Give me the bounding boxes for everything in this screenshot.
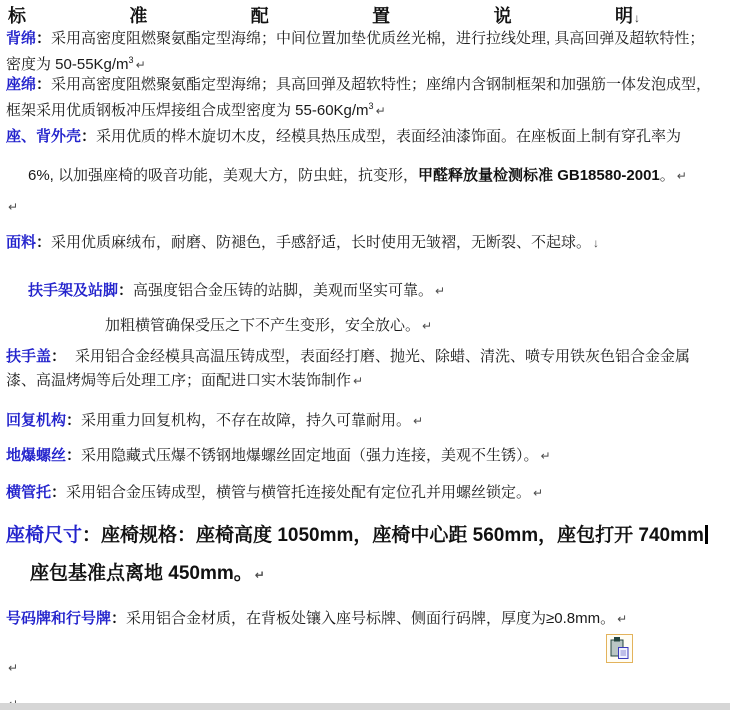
section-text: 采用优质麻绒布，耐磨、防褪色，手感舒适，长时使用无皱褶，无断裂、不起球。 xyxy=(51,234,592,251)
section-label: 座、背外壳 xyxy=(6,128,82,145)
empty-paragraph xyxy=(6,658,18,678)
section-label: 座绵 xyxy=(6,76,37,93)
pilcrow-mark: ↵ xyxy=(413,414,424,428)
paragraph-return-mechanism xyxy=(6,411,423,431)
section-text: 采用重力回复机构，不存在故障，持久可靠耐用。 xyxy=(81,412,412,429)
section-text: 采用优质的桦木旋切木皮，经模具热压成型，表面经油漆饰面。在座板面上制有穿孔率为 xyxy=(96,128,682,145)
section-text: 采用铝合金压铸成型，横管与横管托连接处配有定位孔并用螺丝锁定。 xyxy=(66,484,532,501)
label-colon: ： xyxy=(111,610,127,627)
label-colon: ： xyxy=(66,447,82,464)
paragraph-seat-dimensions-continued xyxy=(30,562,265,587)
bold-lead-text: 座椅规格： xyxy=(101,525,197,546)
pilcrow-mark: ↵ xyxy=(375,104,386,118)
superscript: 3 xyxy=(368,101,374,111)
section-text: 高强度铝合金压铸的站脚，美观而坚实可靠。 xyxy=(133,282,434,299)
paragraph-fabric xyxy=(6,233,599,253)
paragraph-seat-foam-frame xyxy=(6,97,386,121)
section-label: 横管托 xyxy=(6,484,52,501)
title-char: 说 xyxy=(493,6,512,26)
label-colon: ： xyxy=(51,484,67,501)
pilcrow-mark: ↵ xyxy=(435,284,446,298)
empty-paragraph xyxy=(6,197,18,217)
paste-options-clipboard-icon xyxy=(606,634,633,663)
pilcrow-mark: ↵ xyxy=(8,661,19,675)
paragraph-back-foam-density xyxy=(6,51,146,75)
title-char: 置 xyxy=(372,6,391,26)
label-colon: ： xyxy=(81,128,97,145)
paragraph-tube-bracket xyxy=(6,483,543,503)
paste-options-button[interactable] xyxy=(606,634,633,663)
pilcrow-mark: ↵ xyxy=(135,58,146,72)
paragraph-armrest-frame xyxy=(28,281,445,301)
label-colon: ： xyxy=(118,282,134,299)
section-label: 回复机构 xyxy=(6,412,67,429)
paragraph-seat-foam xyxy=(6,75,711,94)
paragraph-seat-dimensions xyxy=(6,524,708,548)
pilcrow-mark: ↵ xyxy=(8,200,19,214)
pilcrow-mark: ↵ xyxy=(533,486,544,500)
paragraph-number-plate xyxy=(6,609,627,629)
page-bottom-edge xyxy=(0,703,730,710)
pilcrow-mark: ↵ xyxy=(617,612,628,626)
paragraph-armrest-cover-continued xyxy=(6,371,363,391)
paragraph-shell xyxy=(6,127,681,146)
document-title xyxy=(8,2,640,28)
section-text: 采用铝合金经模具高温压铸成型，表面经打磨、抛光、除蜡、清洗、喷专用铁灰色铝合金金属 xyxy=(75,348,691,365)
paragraph-crossbar-note xyxy=(105,316,432,336)
pilcrow-mark: ↵ xyxy=(676,169,687,183)
label-colon: ： xyxy=(51,348,67,365)
superscript: 3 xyxy=(128,55,134,65)
text-cursor xyxy=(705,525,708,544)
label-colon: ： xyxy=(66,412,82,429)
section-text: 。 xyxy=(659,167,675,184)
section-text: 采用隐藏式压爆不锈钢地爆螺丝固定地面（强力连接，美观不生锈）。 xyxy=(81,447,539,464)
section-text: 座包基准点离地 450mm。 xyxy=(30,563,253,584)
paragraph-floor-bolt xyxy=(6,446,551,466)
section-text: 6%, 以加强座椅的吸音功能，美观大方，防虫蛀，抗变形， xyxy=(28,167,419,184)
section-text: 座椅高度 1050mm，座椅中心距 560mm，座包打开 740mm xyxy=(196,525,704,546)
paragraph-shell-continued xyxy=(28,166,687,186)
bold-standard-text: 甲醛释放量检测标准 GB18580-2001 xyxy=(418,167,660,184)
line-break-mark: ↓ xyxy=(633,11,640,25)
section-text: 框架采用优质钢板冲压焊接组合成型密度为 55-60Kg/m xyxy=(6,102,369,119)
pilcrow-mark: ↵ xyxy=(422,319,433,333)
section-text: 密度为 50-55Kg/m xyxy=(6,56,129,73)
section-label: 座椅尺寸 xyxy=(6,525,83,546)
title-char: 标 xyxy=(8,6,26,26)
line-break-mark: ↓ xyxy=(593,236,600,250)
section-text: 漆、高温烤焗等后处理工序；面配进口实木装饰制作 xyxy=(6,372,352,389)
section-label: 地爆螺丝 xyxy=(6,447,67,464)
label-colon: ： xyxy=(82,525,102,546)
section-text: 采用高密度阻燃聚氨酯定型海绵；具高回弹及超软特性；座绵内含钢制框架和加强筋一体发泡成型， xyxy=(51,76,712,93)
section-label: 背绵 xyxy=(6,30,37,47)
pilcrow-mark: ↵ xyxy=(540,449,551,463)
pilcrow-mark: ↵ xyxy=(353,374,364,388)
section-text: 加粗横管确保受压之下不产生变形，安全放心。 xyxy=(105,317,421,334)
title-char: 配 xyxy=(250,6,269,26)
label-colon: ： xyxy=(36,76,52,93)
label-colon: ： xyxy=(36,234,52,251)
paragraph-back-foam xyxy=(6,29,704,48)
section-text: 采用铝合金材质，在背板处镶入座号标牌、侧面行码牌，厚度为≥0.8mm。 xyxy=(126,610,616,627)
section-label: 号码牌和行号牌 xyxy=(6,610,112,627)
label-colon: ： xyxy=(36,30,52,47)
title-char-last: 明↓ xyxy=(614,6,640,26)
title-char: 准 xyxy=(129,6,148,26)
section-label: 扶手架及站脚 xyxy=(28,282,119,299)
section-text: 采用高密度阻燃聚氨酯定型海绵；中间位置加垫优质丝光棉，进行拉线处理, 具高回弹及超软特性； xyxy=(51,30,705,47)
section-label: 面料 xyxy=(6,234,37,251)
paragraph-armrest-cover xyxy=(6,347,690,366)
pilcrow-mark: ↵ xyxy=(254,568,265,582)
section-label: 扶手盖 xyxy=(6,348,52,365)
